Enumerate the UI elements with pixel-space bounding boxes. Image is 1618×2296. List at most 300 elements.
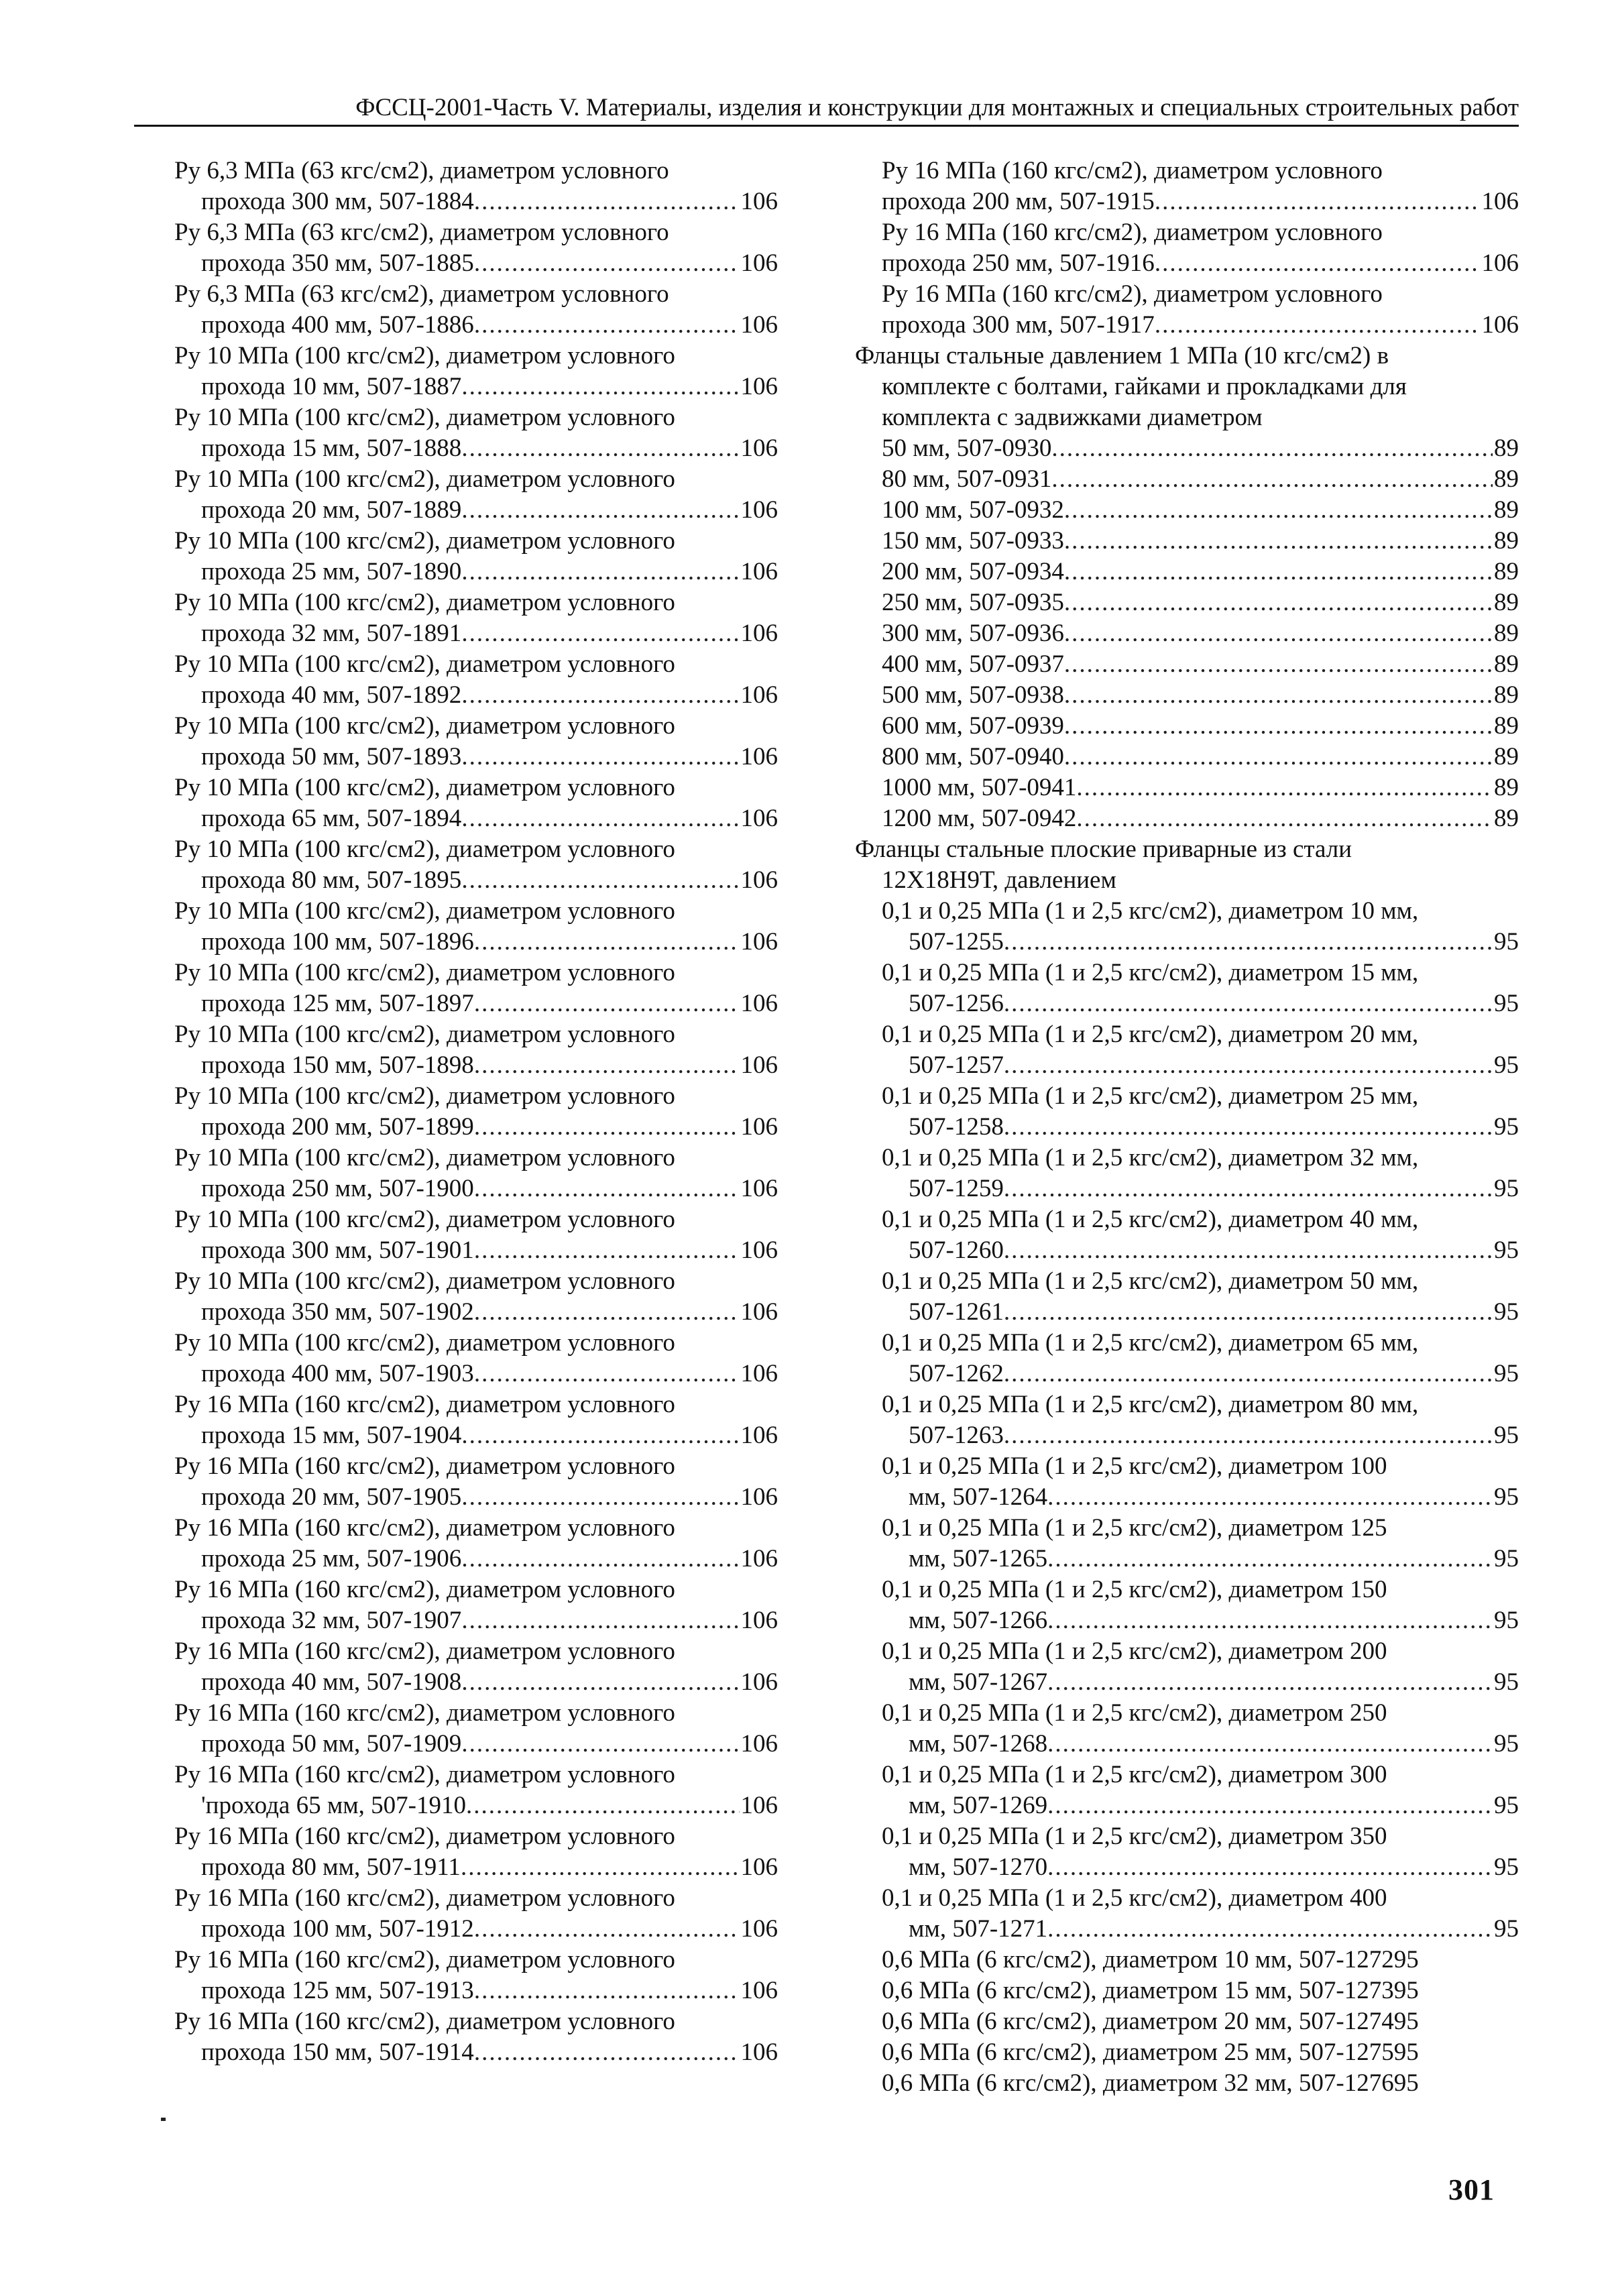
index-entry	[174, 742, 778, 772]
index-entry	[855, 742, 1519, 772]
entry-text: 600 мм, 507-0939	[882, 712, 1064, 740]
dot-leader	[461, 680, 739, 711]
index-entry	[174, 988, 778, 1019]
index-heading-line: 12Х18Н9Т, давлением	[882, 866, 1116, 894]
entry-page-ref: 95	[1494, 1668, 1519, 1696]
entry-page-ref: 89	[1494, 496, 1519, 524]
entry-page-ref: 95	[1494, 990, 1519, 1017]
index-entry	[855, 988, 1519, 1019]
entry-page-ref: 106	[740, 1113, 778, 1141]
entry-page-ref: 106	[740, 249, 778, 277]
dot-leader	[466, 1790, 740, 1821]
dot-leader	[461, 1420, 739, 1451]
entry-page-ref: 89	[1494, 465, 1519, 493]
entry-text: прохода 300 мм, 507-1884	[201, 188, 474, 215]
entry-text: 507-1260	[909, 1237, 1004, 1264]
entry-text: прохода 10 мм, 507-1887	[201, 373, 462, 400]
entry-page-ref: 106	[740, 1977, 778, 2004]
entry-text: прохода 40 мм, 507-1908	[201, 1668, 462, 1696]
entry-page-ref: 89	[1494, 620, 1519, 647]
index-entry	[174, 1667, 778, 1698]
index-entry	[855, 464, 1519, 495]
index-heading-line: Ру 16 МПа (160 кгс/см2), диаметром условного	[882, 157, 1383, 184]
entry-text: 100 мм, 507-0932	[882, 496, 1064, 524]
index-entry	[855, 495, 1519, 526]
index-entry	[174, 1914, 778, 1945]
index-heading-line: 0,1 и 0,25 МПа (1 и 2,5 кгс/см2), диаметром 250	[882, 1699, 1387, 1727]
entry-page-ref: 106	[740, 2039, 778, 2066]
index-entry	[855, 1173, 1519, 1204]
dot-leader	[1047, 1482, 1493, 1513]
entry-text: прохода 100 мм, 507-1896	[201, 928, 474, 956]
index-entry	[855, 186, 1519, 217]
scan-mark	[161, 2118, 166, 2121]
entry-text: прохода 15 мм, 507-1888	[201, 435, 462, 462]
entry-page-ref: 95	[1494, 1730, 1519, 1758]
index-entry	[855, 803, 1519, 834]
index-heading-line: 0,6 МПа (6 кгс/см2), диаметром 32 мм, 507-127695	[882, 2069, 1419, 2097]
entry-page-ref: 95	[1494, 1915, 1519, 1943]
dot-leader	[461, 1482, 739, 1513]
entry-text: прохода 150 мм, 507-1914	[201, 2039, 474, 2066]
entry-text: 200 мм, 507-0934	[882, 558, 1064, 585]
dot-leader	[461, 1605, 739, 1636]
index-heading-line: Ру 10 МПа (100 кгс/см2), диаметром условного	[174, 712, 675, 740]
index-entry	[174, 1729, 778, 1760]
index-entry	[855, 1914, 1519, 1945]
entry-page-ref: 106	[740, 1051, 778, 1079]
entry-text: прохода 350 мм, 507-1902	[201, 1298, 474, 1326]
dot-leader	[461, 371, 739, 402]
entry-page-ref: 106	[740, 373, 778, 400]
dot-leader	[1004, 1173, 1493, 1204]
entry-page-ref: 95	[1494, 1051, 1519, 1079]
entry-text: прохода 25 мм, 507-1906	[201, 1545, 462, 1572]
index-entry	[855, 557, 1519, 587]
index-entry	[855, 1420, 1519, 1451]
entry-page-ref: 106	[740, 1730, 778, 1758]
entry-page-ref: 106	[740, 1792, 778, 1819]
dot-leader	[1064, 495, 1493, 526]
entry-page-ref: 106	[740, 311, 778, 339]
entry-text: прохода 350 мм, 507-1885	[201, 249, 474, 277]
dot-leader	[1004, 1050, 1493, 1081]
index-heading-line: Ру 16 МПа (160 кгс/см2), диаметром условного	[174, 1514, 675, 1542]
entry-text: прохода 15 мм, 507-1904	[201, 1422, 462, 1449]
dot-leader	[1047, 1914, 1493, 1945]
entry-page-ref: 95	[1494, 1483, 1519, 1511]
index-heading-line: 0,1 и 0,25 МПа (1 и 2,5 кгс/см2), диаметром 80 мм,	[882, 1391, 1419, 1418]
dot-leader	[474, 1359, 740, 1389]
index-entry	[855, 680, 1519, 711]
index-heading-line: Ру 10 МПа (100 кгс/см2), диаметром условного	[174, 1144, 675, 1171]
dot-leader	[474, 927, 740, 958]
index-entry	[855, 618, 1519, 649]
dot-leader	[1155, 310, 1481, 341]
index-entry	[174, 618, 778, 649]
entry-text: прохода 50 мм, 507-1893	[201, 743, 462, 770]
entry-page-ref: 106	[740, 990, 778, 1017]
entry-text: мм, 507-1266	[909, 1607, 1048, 1634]
index-heading-line: 0,1 и 0,25 МПа (1 и 2,5 кгс/см2), диаметром 40 мм,	[882, 1206, 1419, 1233]
dot-leader	[461, 1729, 739, 1760]
entry-text: прохода 125 мм, 507-1897	[201, 990, 474, 1017]
dot-leader	[474, 1297, 740, 1328]
entry-page-ref: 89	[1494, 743, 1519, 770]
index-heading-line: Ру 10 МПа (100 кгс/см2), диаметром условного	[174, 774, 675, 801]
entry-text: прохода 400 мм, 507-1903	[201, 1360, 474, 1387]
dot-leader	[474, 988, 740, 1019]
entry-text: 507-1255	[909, 928, 1004, 956]
index-entry	[855, 711, 1519, 742]
entry-text: прохода 65 мм, 507-1894	[201, 805, 462, 832]
index-entry	[174, 803, 778, 834]
index-heading-line: Ру 16 МПа (160 кгс/см2), диаметром условного	[174, 1823, 675, 1850]
index-heading-line: 0,1 и 0,25 МПа (1 и 2,5 кгс/см2), диаметром 25 мм,	[882, 1082, 1419, 1110]
entry-text: прохода 100 мм, 507-1912	[201, 1915, 474, 1943]
entry-text: прохода 150 мм, 507-1898	[201, 1051, 474, 1079]
index-heading-line: Ру 10 МПа (100 кгс/см2), диаметром условного	[174, 465, 675, 493]
index-entry	[855, 1729, 1519, 1760]
dot-leader	[461, 1544, 739, 1574]
entry-text: прохода 250 мм, 507-1916	[882, 249, 1155, 277]
dot-leader	[1064, 649, 1493, 680]
index-entry	[174, 1050, 778, 1081]
entry-text: прохода 40 мм, 507-1892	[201, 681, 462, 709]
entry-text: 400 мм, 507-0937	[882, 650, 1064, 678]
entry-page-ref: 106	[740, 1422, 778, 1449]
dot-leader	[1004, 1359, 1493, 1389]
dot-leader	[1047, 1605, 1493, 1636]
dot-leader	[1064, 618, 1493, 649]
dot-leader	[1047, 1667, 1493, 1698]
index-entry	[174, 248, 778, 279]
entry-text: 300 мм, 507-0936	[882, 620, 1064, 647]
entry-page-ref: 95	[1494, 1607, 1519, 1634]
entry-page-ref: 106	[740, 620, 778, 647]
dot-leader	[474, 1975, 740, 2006]
entry-text: 150 мм, 507-0933	[882, 527, 1064, 555]
entry-text: мм, 507-1269	[909, 1792, 1048, 1819]
entry-page-ref: 95	[1494, 1237, 1519, 1264]
index-entry	[174, 371, 778, 402]
entry-text: 1200 мм, 507-0942	[882, 805, 1077, 832]
entry-text: прохода 300 мм, 507-1901	[201, 1237, 474, 1264]
index-entry	[174, 1852, 778, 1883]
index-entry	[174, 865, 778, 896]
index-entry	[174, 1235, 778, 1266]
index-heading-line: 0,1 и 0,25 МПа (1 и 2,5 кгс/см2), диаметром 15 мм,	[882, 959, 1419, 986]
dot-leader	[461, 865, 739, 896]
entry-text: мм, 507-1265	[909, 1545, 1048, 1572]
index-entry	[855, 649, 1519, 680]
index-entry	[855, 1297, 1519, 1328]
entry-page-ref: 106	[740, 1360, 778, 1387]
dot-leader	[474, 248, 740, 279]
index-entry	[855, 1667, 1519, 1698]
dot-leader	[474, 186, 740, 217]
index-heading-line: Ру 10 МПа (100 кгс/см2), диаметром условного	[174, 1021, 675, 1048]
index-entry	[855, 772, 1519, 803]
entry-page-ref: 89	[1494, 774, 1519, 801]
entry-page-ref: 106	[740, 1607, 778, 1634]
entry-text: 507-1263	[909, 1422, 1004, 1449]
index-entry	[855, 433, 1519, 464]
index-entry	[855, 1605, 1519, 1636]
index-entry	[174, 1975, 778, 2006]
index-entry	[174, 1173, 778, 1204]
entry-page-ref: 106	[740, 496, 778, 524]
entry-page-ref: 106	[740, 866, 778, 894]
dot-leader	[1004, 988, 1493, 1019]
dot-leader	[1004, 1112, 1493, 1143]
entry-page-ref: 106	[740, 1545, 778, 1572]
index-entry	[855, 1852, 1519, 1883]
index-heading-line: 0,1 и 0,25 МПа (1 и 2,5 кгс/см2), диаметром 150	[882, 1576, 1387, 1603]
index-heading-line: комплекта с задвижками диаметром	[882, 404, 1263, 431]
index-entry	[855, 526, 1519, 557]
entry-text: прохода 20 мм, 507-1889	[201, 496, 462, 524]
index-entry	[855, 1050, 1519, 1081]
index-entry	[174, 1112, 778, 1143]
dot-leader	[1064, 711, 1493, 742]
dot-leader	[1064, 587, 1493, 618]
dot-leader	[461, 742, 739, 772]
index-heading-line: Ру 10 МПа (100 кгс/см2), диаметром условного	[174, 342, 675, 369]
index-heading-line: 0,1 и 0,25 МПа (1 и 2,5 кгс/см2), диаметром 350	[882, 1823, 1387, 1850]
entry-text: прохода 25 мм, 507-1890	[201, 558, 462, 585]
index-column-right	[855, 156, 1519, 2099]
entry-page-ref: 106	[1481, 249, 1519, 277]
entry-text: 507-1257	[909, 1051, 1004, 1079]
dot-leader	[1076, 772, 1493, 803]
index-entry	[855, 248, 1519, 279]
dot-leader	[1051, 464, 1493, 495]
index-heading-line: Ру 10 МПа (100 кгс/см2), диаметром условного	[174, 1267, 675, 1295]
entry-text: прохода 32 мм, 507-1891	[201, 620, 462, 647]
index-heading-line: Фланцы стальные давлением 1 МПа (10 кгс/см2) в	[855, 342, 1389, 369]
index-heading-line: Ру 10 МПа (100 кгс/см2), диаметром условного	[174, 897, 675, 925]
entry-text: прохода 50 мм, 507-1909	[201, 1730, 462, 1758]
entry-page-ref: 106	[740, 188, 778, 215]
entry-page-ref: 89	[1494, 650, 1519, 678]
dot-leader	[461, 1852, 740, 1883]
index-entry	[174, 557, 778, 587]
index-entry	[174, 1605, 778, 1636]
dot-leader	[1064, 526, 1493, 557]
entry-page-ref: 106	[740, 1175, 778, 1202]
entry-page-ref: 89	[1494, 805, 1519, 832]
dot-leader	[474, 1235, 740, 1266]
index-heading-line: комплекте с болтами, гайками и прокладками для	[882, 373, 1407, 400]
index-heading-line: 0,1 и 0,25 МПа (1 и 2,5 кгс/см2), диаметром 400	[882, 1884, 1387, 1912]
index-heading-line: Ру 16 МПа (160 кгс/см2), диаметром условного	[174, 1638, 675, 1665]
index-heading-line: 0,6 МПа (6 кгс/см2), диаметром 20 мм, 507-127495	[882, 2008, 1419, 2035]
index-entry	[855, 1112, 1519, 1143]
index-entry	[174, 2037, 778, 2068]
dot-leader	[1004, 1297, 1493, 1328]
dot-leader	[1064, 742, 1493, 772]
entry-page-ref: 95	[1494, 928, 1519, 956]
index-entry	[174, 186, 778, 217]
index-entry	[855, 1790, 1519, 1821]
entry-text: 500 мм, 507-0938	[882, 681, 1064, 709]
index-entry	[174, 310, 778, 341]
entry-text: прохода 300 мм, 507-1917	[882, 311, 1155, 339]
index-heading-line: Ру 16 МПа (160 кгс/см2), диаметром условного	[882, 280, 1383, 308]
entry-page-ref: 89	[1494, 589, 1519, 616]
entry-text: мм, 507-1270	[909, 1853, 1048, 1881]
index-heading-line: 0,1 и 0,25 МПа (1 и 2,5 кгс/см2), диаметром 200	[882, 1638, 1387, 1665]
index-entry	[174, 1544, 778, 1574]
entry-page-ref: 106	[740, 1668, 778, 1696]
page-number: 301	[1448, 2173, 1495, 2206]
dot-leader	[474, 1173, 740, 1204]
dot-leader	[1064, 680, 1493, 711]
index-entry	[855, 1235, 1519, 1266]
index-heading-line: Ру 6,3 МПа (63 кгс/см2), диаметром условного	[174, 157, 669, 184]
index-heading-line: Ру 10 МПа (100 кгс/см2), диаметром условного	[174, 589, 675, 616]
index-heading-line: 0,1 и 0,25 МПа (1 и 2,5 кгс/см2), диаметром 32 мм,	[882, 1144, 1419, 1171]
entry-text: 507-1256	[909, 990, 1004, 1017]
index-column-left	[174, 156, 778, 2068]
index-entry	[174, 680, 778, 711]
index-heading-line: 0,1 и 0,25 МПа (1 и 2,5 кгс/см2), диаметром 50 мм,	[882, 1267, 1419, 1295]
entry-page-ref: 95	[1494, 1422, 1519, 1449]
index-entry	[855, 927, 1519, 958]
dot-leader	[1155, 248, 1481, 279]
index-entry	[855, 310, 1519, 341]
dot-leader	[474, 1050, 740, 1081]
entry-text: 507-1259	[909, 1175, 1004, 1202]
dot-leader	[1051, 433, 1493, 464]
entry-text: 'прохода 65 мм, 507-1910	[201, 1792, 466, 1819]
dot-leader	[1064, 557, 1493, 587]
index-entry	[174, 1359, 778, 1389]
entry-text: мм, 507-1271	[909, 1915, 1048, 1943]
index-heading-line: Ру 16 МПа (160 кгс/см2), диаметром условного	[174, 1884, 675, 1912]
entry-text: прохода 125 мм, 507-1913	[201, 1977, 474, 2004]
entry-text: 507-1261	[909, 1298, 1004, 1326]
entry-text: прохода 200 мм, 507-1915	[882, 188, 1155, 215]
entry-text: прохода 80 мм, 507-1895	[201, 866, 462, 894]
index-entry	[174, 1482, 778, 1513]
index-heading-line: Фланцы стальные плоские приварные из стали	[855, 836, 1352, 863]
index-heading-line: Ру 10 МПа (100 кгс/см2), диаметром условного	[174, 404, 675, 431]
index-heading-line: Ру 10 МПа (100 кгс/см2), диаметром условного	[174, 1082, 675, 1110]
entry-page-ref: 95	[1494, 1853, 1519, 1881]
entry-page-ref: 106	[740, 743, 778, 770]
entry-page-ref: 89	[1494, 558, 1519, 585]
entry-text: прохода 400 мм, 507-1886	[201, 311, 474, 339]
index-heading-line: Ру 6,3 МПа (63 кгс/см2), диаметром условного	[174, 280, 669, 308]
entry-page-ref: 89	[1494, 681, 1519, 709]
entry-text: мм, 507-1264	[909, 1483, 1048, 1511]
entry-page-ref: 106	[740, 681, 778, 709]
entry-text: 800 мм, 507-0940	[882, 743, 1064, 770]
index-entry	[855, 587, 1519, 618]
entry-page-ref: 89	[1494, 527, 1519, 555]
entry-page-ref: 106	[740, 805, 778, 832]
index-heading-line: Ру 6,3 МПа (63 кгс/см2), диаметром условного	[174, 219, 669, 246]
entry-page-ref: 106	[740, 1237, 778, 1264]
entry-page-ref: 106	[740, 1853, 778, 1881]
index-entry	[174, 1297, 778, 1328]
dot-leader	[474, 310, 740, 341]
index-heading-line: Ру 16 МПа (160 кгс/см2), диаметром условного	[174, 1699, 675, 1727]
dot-leader	[1047, 1544, 1493, 1574]
index-heading-line: 0,6 МПа (6 кгс/см2), диаметром 10 мм, 507-127295	[882, 1946, 1419, 1973]
entry-text: 507-1258	[909, 1113, 1004, 1141]
index-entry	[855, 1482, 1519, 1513]
index-heading-line: Ру 16 МПа (160 кгс/см2), диаметром условного	[882, 219, 1383, 246]
entry-page-ref: 89	[1494, 712, 1519, 740]
entry-page-ref: 106	[740, 928, 778, 956]
entry-page-ref: 89	[1494, 435, 1519, 462]
index-heading-line: Ру 16 МПа (160 кгс/см2), диаметром условного	[174, 1452, 675, 1480]
index-heading-line: 0,1 и 0,25 МПа (1 и 2,5 кгс/см2), диаметром 65 мм,	[882, 1329, 1419, 1357]
index-heading-line: 0,6 МПа (6 кгс/см2), диаметром 15 мм, 507-127395	[882, 1977, 1419, 2004]
entry-page-ref: 95	[1494, 1545, 1519, 1572]
entry-text: 250 мм, 507-0935	[882, 589, 1064, 616]
dot-leader	[1004, 1235, 1493, 1266]
entry-page-ref: 95	[1494, 1113, 1519, 1141]
entry-text: 80 мм, 507-0931	[882, 465, 1052, 493]
dot-leader	[461, 495, 739, 526]
entry-page-ref: 106	[1481, 311, 1519, 339]
dot-leader	[474, 1914, 740, 1945]
dot-leader	[1004, 1420, 1493, 1451]
entry-text: прохода 20 мм, 507-1905	[201, 1483, 462, 1511]
index-heading-line: Ру 16 МПа (160 кгс/см2), диаметром условного	[174, 1761, 675, 1788]
index-heading-line: Ру 10 МПа (100 кгс/см2), диаметром условного	[174, 1206, 675, 1233]
entry-text: прохода 80 мм, 507-1911	[201, 1853, 461, 1881]
index-heading-line: 0,1 и 0,25 МПа (1 и 2,5 кгс/см2), диаметром 125	[882, 1514, 1387, 1542]
entry-text: прохода 200 мм, 507-1899	[201, 1113, 474, 1141]
entry-page-ref: 106	[740, 558, 778, 585]
index-heading-line: Ру 16 МПа (160 кгс/см2), диаметром условного	[174, 1391, 675, 1418]
index-heading-line: Ру 16 МПа (160 кгс/см2), диаметром условного	[174, 2008, 675, 2035]
entry-text: 1000 мм, 507-0941	[882, 774, 1077, 801]
index-heading-line: Ру 10 МПа (100 кгс/см2), диаметром условного	[174, 836, 675, 863]
running-header: ФССЦ-2001-Часть V. Материалы, изделия и конструкции для монтажных и специальных строительных работ	[134, 93, 1519, 127]
index-entry	[855, 1544, 1519, 1574]
entry-text: мм, 507-1268	[909, 1730, 1048, 1758]
dot-leader	[474, 2037, 740, 2068]
entry-page-ref: 106	[740, 1298, 778, 1326]
entry-page-ref: 106	[1481, 188, 1519, 215]
dot-leader	[1047, 1852, 1493, 1883]
index-heading-line: 0,1 и 0,25 МПа (1 и 2,5 кгс/см2), диаметром 300	[882, 1761, 1387, 1788]
entry-page-ref: 95	[1494, 1792, 1519, 1819]
index-heading-line: Ру 10 МПа (100 кгс/см2), диаметром условного	[174, 959, 675, 986]
dot-leader	[474, 1112, 740, 1143]
index-entry	[174, 927, 778, 958]
index-heading-line: Ру 10 МПа (100 кгс/см2), диаметром условного	[174, 527, 675, 555]
index-heading-line: 0,1 и 0,25 МПа (1 и 2,5 кгс/см2), диаметром 100	[882, 1452, 1387, 1480]
index-heading-line: Ру 16 МПа (160 кгс/см2), диаметром условного	[174, 1576, 675, 1603]
dot-leader	[1047, 1790, 1493, 1821]
index-entry	[174, 495, 778, 526]
index-entry	[174, 1790, 778, 1821]
entry-page-ref: 95	[1494, 1360, 1519, 1387]
index-entry	[174, 433, 778, 464]
index-heading-line: 0,1 и 0,25 МПа (1 и 2,5 кгс/см2), диаметром 20 мм,	[882, 1021, 1419, 1048]
entry-page-ref: 106	[740, 1483, 778, 1511]
dot-leader	[461, 557, 739, 587]
entry-text: прохода 32 мм, 507-1907	[201, 1607, 462, 1634]
dot-leader	[1076, 803, 1493, 834]
